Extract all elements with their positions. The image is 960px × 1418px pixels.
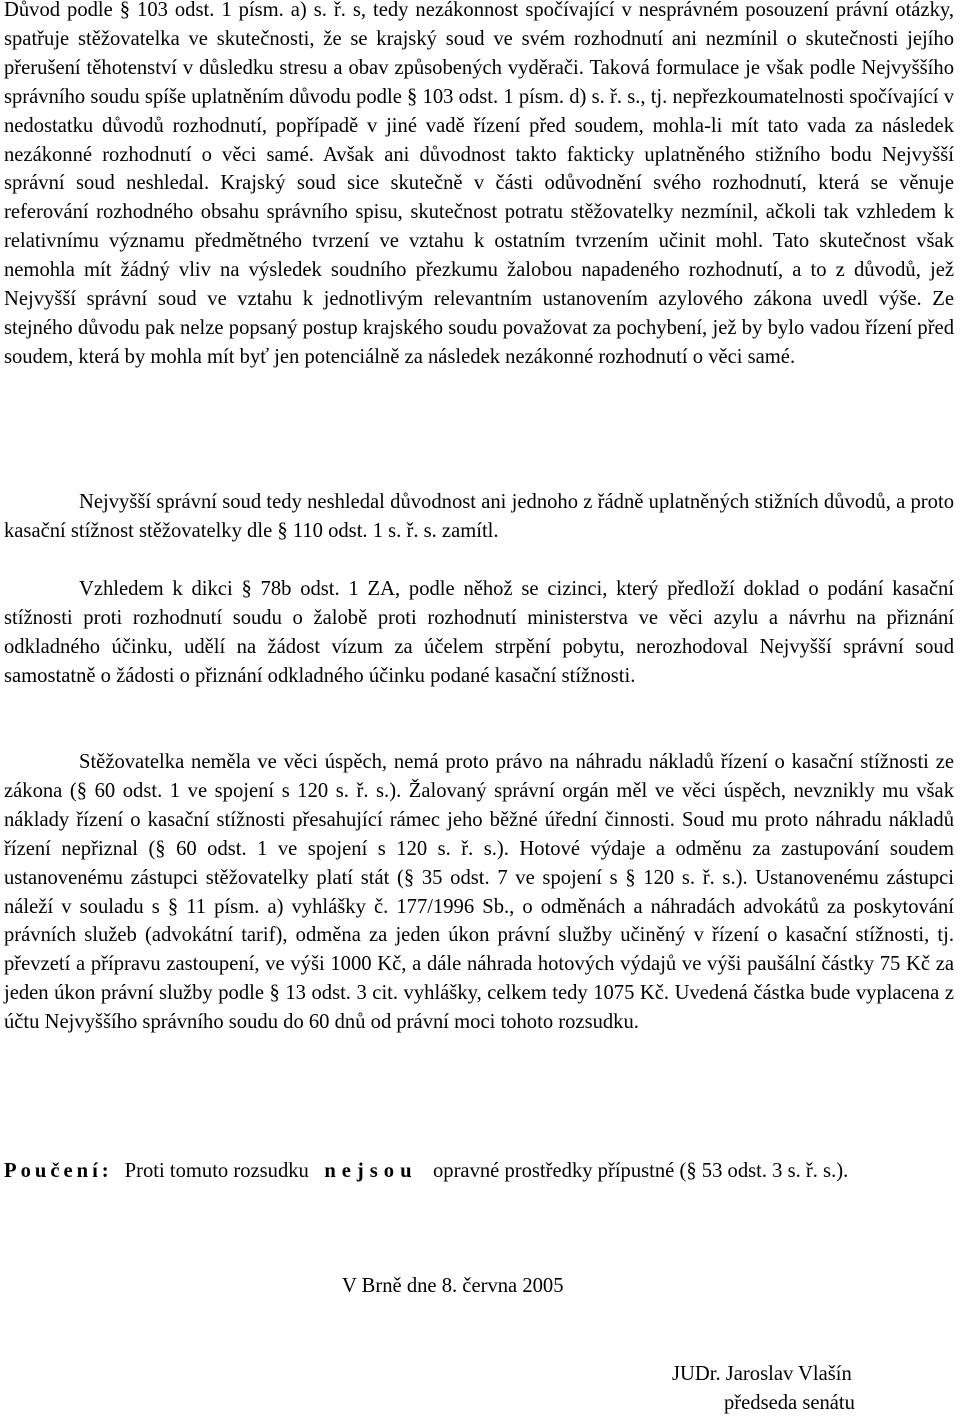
signature-block bbox=[672, 1360, 897, 1418]
instruction-label: Poučení: bbox=[4, 1160, 113, 1182]
signer-role: předseda senátu bbox=[724, 1391, 855, 1414]
signer-name: JUDr. Jaroslav Vlašín bbox=[672, 1363, 852, 1385]
legal-instruction bbox=[4, 1157, 954, 1186]
paragraph-costs: Stěžovatelka neměla ve věci úspěch, nemá proto právo na náhradu nákladů řízení o kasační stížnosti ze zákona (§ 60 odst. 1 ve spojení s 120 s. ř. s.). Žalovaný správní orgán měl ve věci úspěch, nevznikly mu však náklady řízení o kasační stížnosti přesahující rámec jeho běžné úřední činnosti. Soud mu proto náhradu nákladů řízení nepřiznal (§ 60 odst. 1 ve spojení s 120 s. ř. s.). Hotové výdaje a odměnu za zastupování soudem ustanovenému zástupci stěžovatelky platí stát (§ 35 odst. 7 ve spojení s § 120 s. ř. s.). Ustanovenému zástupci náleží v souladu s § 11 písm. a) vyhlášky č. 177/1996 Sb., o odměnách a náhradách advokátů za poskytování právních služeb (advokátní tarif), odměna za jeden úkon právní služby učiněný v řízení o kasační stížnosti, tj. převzetí a přípravu zastoupení, ve výši 1000 Kč, a dále náhrada hotových výdajů ve výši paušální částky 75 Kč za jeden úkon právní služby podle § 13 odst. 3 cit. vyhlášky, celkem tedy 1075 Kč. Uvedená částka bude vyplacena z účtu Nejvyššího správního soudu do 60 dnů od právní moci tohoto rozsudku. bbox=[4, 751, 954, 1034]
paragraph-reasoning: Důvod podle § 103 odst. 1 písm. a) s. ř. s, tedy nezákonnost spočívající v nesprávném posouzení právní otázky, spatřuje stěžovatelka ve skutečnosti, že se krajský soud ve svém rozhodnutí ani nezmínil o skutečnosti jejího přerušení těhotenství v důsledku stresu a obav způsobených vyděrači. Taková formulace je však podle Nejvyššího správního soudu spíše uplatněním důvodu podle § 103 odst. 1 písm. d) s. ř. s., tj. nepřezkoumatelnosti spočívající v nedostatku důvodů rozhodnutí, popřípadě v jiné vadě řízení před soudem, mohla-li mít tato vada za následek nezákonné rozhodnutí o věci samé. Avšak ani důvodnost takto fakticky uplatněného stižního bodu Nejvyšší správní soud neshledal. Krajský soud sice skutečně v části odůvodnění svého rozhodnutí, která se věnuje referování rozhodného obsahu správního spisu, skutečnost potratu stěžovatelky nezmínil, ačkoli tak vzhledem k relativnímu významu předmětného tvrzení ve vztahu k ostatním tvrzením učinit mohl. Tato skutečnost však nemohla mít žádný vliv na výsledek soudního přezkumu žalobou napadeného rozhodnutí, a to z důvodů, jež Nejvyšší správní soud ve vztahu k jednotlivým relevantním ustanovením azylového zákona uvedl výše. Ze stejného důvodu pak nelze popsaný postup krajského soudu považovat za pochybení, jež by bylo vadou řízení před soudem, která by mohla mít byť jen potenciálně za následek nezákonné rozhodnutí o věci samé. bbox=[4, 0, 954, 368]
instruction-text-after: opravné prostředky přípustné (§ 53 odst. 3 s. ř. s.). bbox=[432, 1160, 849, 1182]
place-and-date: V Brně dne 8. června 2005 bbox=[342, 1275, 564, 1297]
paragraph-suspensive-effect: Vzhledem k dikci § 78b odst. 1 ZA, podle něhož se cizinci, který předloží doklad o podání kasační stížnosti proti rozhodnutí soudu o žalobě proti rozhodnutí ministerstva ve věci azylu a návrhu na přiznání odkladného účinku, udělí na žádost vízum za účelem strpění pobytu, nerozhodoval Nejvyšší správní soud samostatně o žádosti o přiznání odkladného účinku podané kasační stížnosti. bbox=[4, 578, 954, 687]
paragraph-conclusion: Nejvyšší správní soud tedy neshledal důvodnost ani jednoho z řádně uplatněných stižních důvodů, a proto kasační stížnost stěžovatelky dle § 110 odst. 1 s. ř. s. zamítl. bbox=[4, 491, 954, 542]
instruction-text-before: Proti tomuto rozsudku bbox=[124, 1160, 309, 1182]
instruction-text bbox=[125, 1157, 954, 1186]
instruction-emphasis: nejsou bbox=[324, 1160, 418, 1182]
